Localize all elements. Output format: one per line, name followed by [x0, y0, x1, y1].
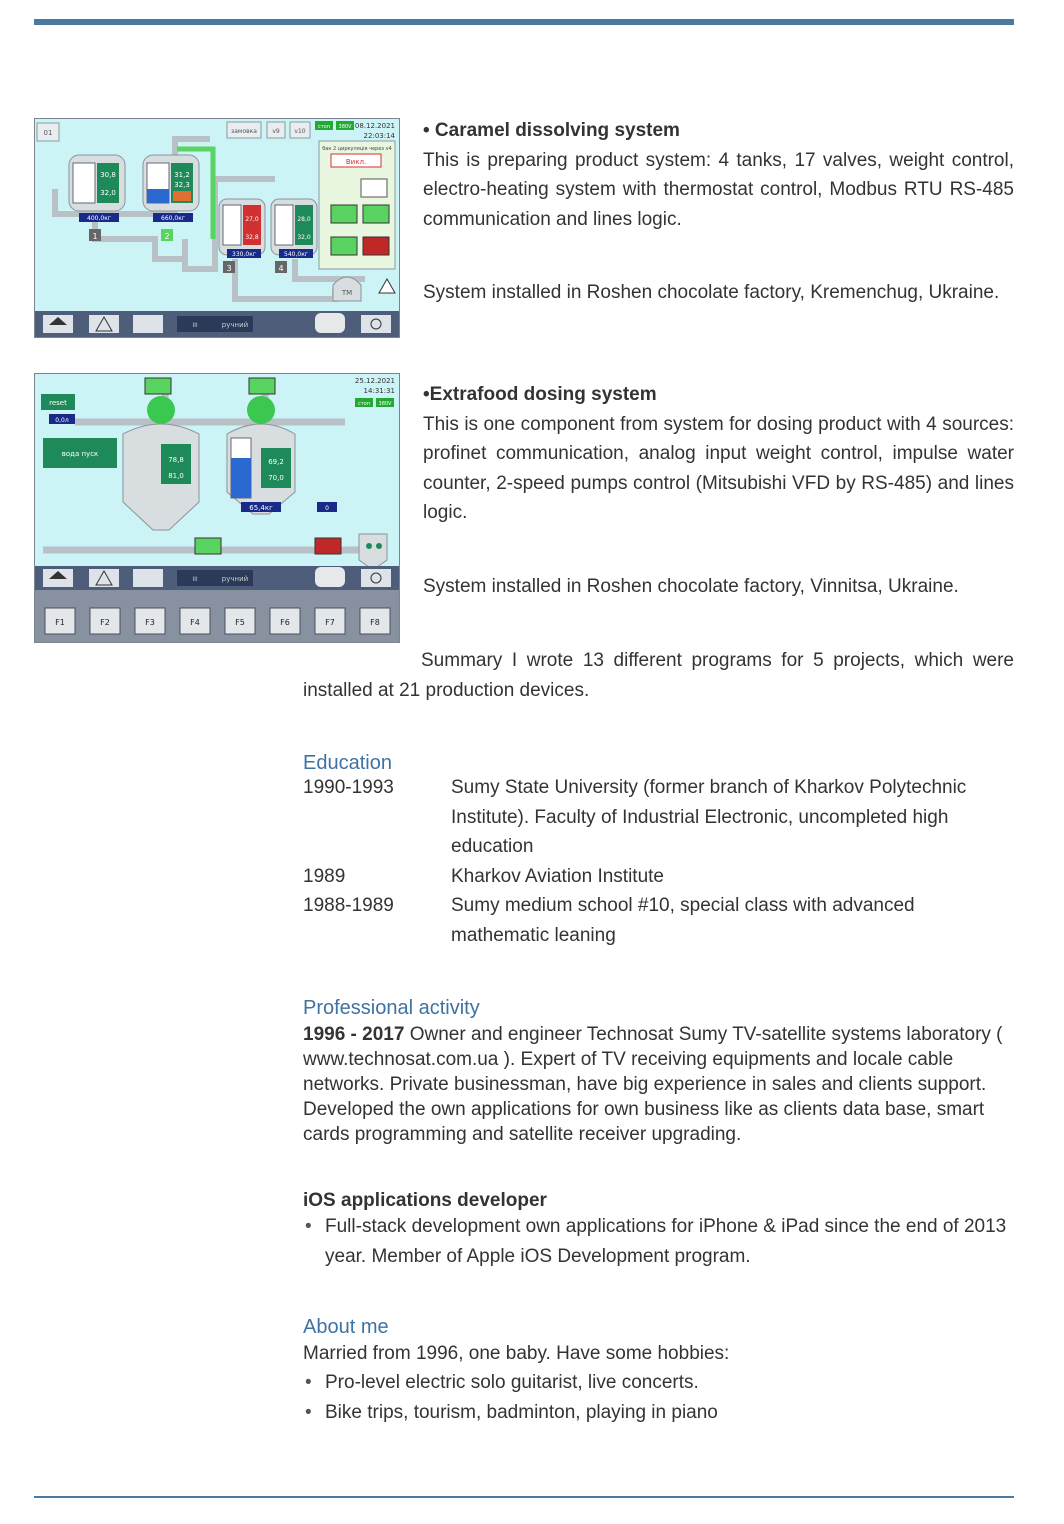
education-list	[303, 773, 1014, 951]
function-key-label: F7	[325, 618, 335, 627]
svg-text:v9: v9	[272, 128, 280, 135]
project-installed: System installed in Roshen chocolate factory, Kremenchug, Ukraine.	[423, 282, 1000, 303]
education-item	[303, 773, 1014, 862]
svg-text:0,0л: 0,0л	[55, 417, 69, 424]
list-item: • Pro-level electric solo guitarist, live concerts.	[303, 1368, 1014, 1398]
tools-icon	[133, 569, 163, 587]
svg-text:69,2: 69,2	[268, 458, 284, 466]
function-key-label: F1	[55, 618, 65, 627]
svg-text:28,0: 28,0	[297, 216, 311, 223]
ios-list	[303, 1212, 1014, 1271]
svg-text:380V: 380V	[338, 124, 352, 130]
svg-text:бак 2 циркуляція через v4: бак 2 циркуляція через v4	[322, 146, 392, 152]
ios-heading: iOS applications developer	[303, 1190, 547, 1211]
education-item	[303, 891, 1014, 950]
top-rule	[34, 19, 1014, 25]
education-text: Kharkov Aviation Institute	[451, 865, 664, 887]
education-years: 1989	[303, 865, 346, 887]
extrafood-system-screenshot	[34, 373, 400, 643]
svg-text:вода пуск: вода пуск	[61, 450, 99, 458]
education-years: 1990-1993	[303, 777, 394, 798]
function-key-label: F8	[370, 618, 380, 627]
svg-text:31,2: 31,2	[174, 171, 190, 179]
education-text: Sumy medium school #10, special class with advanced mathematic leaning	[451, 895, 915, 946]
project-title: • Caramel dissolving system	[423, 120, 680, 141]
svg-text:30,8: 30,8	[100, 171, 116, 179]
function-key-label: F6	[280, 618, 290, 627]
svg-text:78,8: 78,8	[168, 456, 184, 464]
professional-heading: Professional activity	[303, 997, 480, 1019]
svg-text:стоп: стоп	[358, 401, 370, 407]
svg-text:22:03:14: 22:03:14	[363, 132, 395, 140]
svg-text:27,0: 27,0	[245, 216, 259, 223]
svg-text:14:31:31: 14:31:31	[363, 387, 395, 395]
professional-years: 1996 - 2017	[303, 1024, 405, 1045]
svg-text:v10: v10	[294, 128, 306, 135]
svg-text:4: 4	[278, 264, 284, 273]
project-caramel	[423, 116, 1014, 308]
svg-text:32,0: 32,0	[297, 234, 311, 241]
svg-text:32,0: 32,0	[100, 189, 116, 197]
svg-text:ручний: ручний	[221, 321, 249, 329]
svg-text:1: 1	[92, 232, 98, 241]
project-description: This is preparing product system: 4 tanks, 17 valves, weight control, electro-heating system with thermostat control, Modbus RTU RS-485 communication and lines logic.	[423, 149, 1014, 230]
about-heading: About me	[303, 1316, 389, 1338]
power-icon	[361, 569, 391, 587]
list-item: • Bike trips, tourism, badminton, playing in piano	[303, 1398, 1014, 1428]
project-extrafood	[423, 380, 1014, 601]
svg-text:540,0кг: 540,0кг	[284, 251, 308, 258]
svg-text:25.12.2021: 25.12.2021	[354, 377, 395, 385]
tools-icon	[133, 315, 163, 333]
svg-text:3: 3	[226, 264, 232, 273]
function-key-label: F3	[145, 618, 155, 627]
education-text: Sumy State University (former branch of Kharkov Polytechnic Institute). Faculty of Industrial Electronic, uncompleted high education	[451, 777, 967, 858]
svg-text:32,3: 32,3	[174, 181, 190, 189]
caramel-system-screenshot	[34, 118, 400, 338]
svg-text:65,4кг: 65,4кг	[249, 504, 273, 512]
svg-text:reset: reset	[49, 399, 67, 407]
summary: Summary I wrote 13 different programs for 5 projects, which were installed at 21 production devices.	[303, 650, 1014, 701]
function-key-label: F5	[235, 618, 245, 627]
list-item: • Full-stack development own applications for iPhone & iPad since the end of 2013 year. Member of Apple iOS Development program.	[303, 1212, 1014, 1271]
svg-text:0: 0	[325, 505, 329, 512]
svg-text:ручний: ручний	[221, 575, 249, 583]
education-heading: Education	[303, 752, 392, 774]
svg-text:III: III	[192, 322, 198, 329]
svg-text:III: III	[192, 576, 198, 583]
education-item	[303, 862, 1014, 892]
project-title: •Extrafood dosing system	[423, 384, 657, 405]
svg-text:2: 2	[164, 232, 170, 241]
project-installed: System installed in Roshen chocolate factory, Vinnitsa, Ukraine.	[423, 575, 959, 597]
about-list	[303, 1368, 1014, 1427]
svg-text:81,0: 81,0	[168, 472, 184, 480]
svg-text:380V: 380V	[378, 401, 392, 407]
svg-text:660,0кг: 660,0кг	[161, 215, 185, 222]
power-icon	[361, 315, 391, 333]
project-description: This is one component from system for dosing product with 4 sources: profinet communication, analog input weight control, impulse water counter, 2-speed pumps control (Mitsubishi VFD by RS-485) and lines logic.	[423, 413, 1014, 523]
svg-text:70,0: 70,0	[268, 474, 284, 482]
function-key-label: F4	[190, 618, 200, 627]
svg-text:32,8: 32,8	[245, 234, 259, 241]
function-key-label: F2	[100, 618, 110, 627]
screen-id: 01	[43, 129, 53, 137]
bottom-rule	[34, 1496, 1014, 1498]
about-intro: Married from 1996, one baby. Have some hobbies:	[303, 1343, 730, 1364]
svg-text:замовка: замовка	[231, 128, 257, 135]
svg-text:330,0кг: 330,0кг	[232, 251, 256, 258]
svg-text:Викл.: Викл.	[345, 158, 367, 166]
svg-text:400,0кг: 400,0кг	[87, 215, 111, 222]
education-years: 1988-1989	[303, 895, 394, 917]
svg-text:ТМ: ТМ	[341, 289, 353, 297]
svg-text:стоп: стоп	[318, 124, 330, 130]
svg-text:08.12.2021: 08.12.2021	[354, 122, 395, 130]
professional-description: Owner and engineer Technosat Sumy TV-satellite systems laboratory ( www.technosat.com.ua ). Expert of TV receiving equipments and locale cable networks. Private businessman, have big experience in sales and clients support. Developed the own applications for own business like as clients data base, smart cards programming and satellite receiver upgrading.	[303, 1024, 1003, 1145]
professional-text	[303, 1022, 1014, 1147]
